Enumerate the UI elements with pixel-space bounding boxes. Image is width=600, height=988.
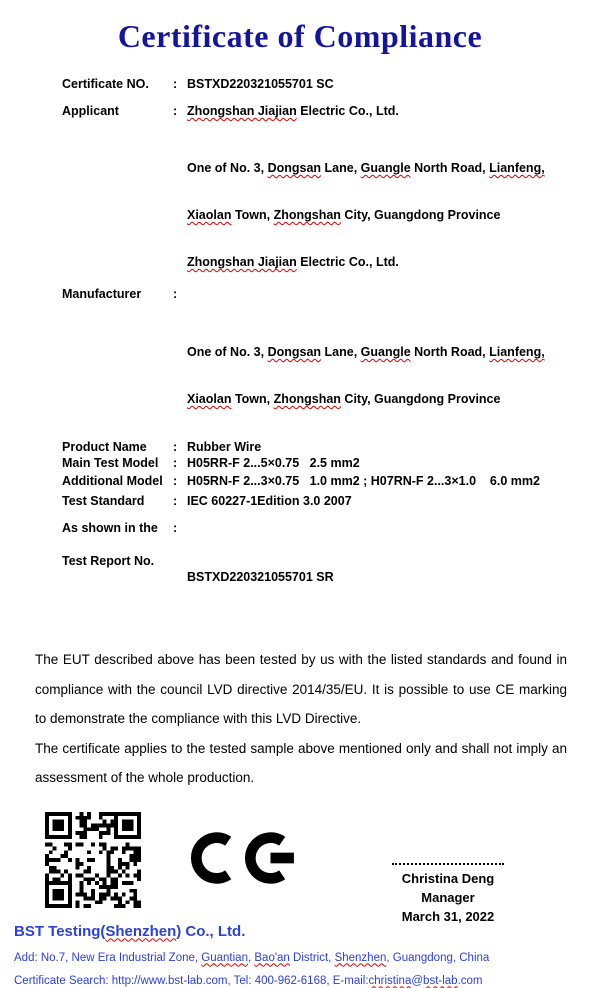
signature-area — [0, 807, 600, 923]
main-test-model-value: H05RR-F 2...5×0.75 2.5 mm2 — [187, 456, 360, 470]
test-standard-label: Test Standard — [62, 494, 145, 508]
test-report-no-value: BSTXD220321055701 SR — [187, 570, 334, 584]
additional-model-value: H05RN-F 2...3×0.75 1.0 mm2 ; H07RN-F 2...3×1.0 6.0 mm2 — [187, 474, 540, 488]
certificate-info-table — [0, 76, 600, 617]
footer-contact: Certificate Search: http://www.bst-lab.com, Tel: 400-962-6168, E-mail:christina@bst-lab.com — [14, 974, 483, 987]
colon-separator: : — [173, 494, 178, 508]
address-line-1: One of No. 3, Dongsan Lane, Guangle North Road, Lianfeng, — [187, 345, 545, 359]
scope-statement-paragraph: The certificate applies to the tested sample above mentioned only and shall not imply an assessment of the whole production. — [35, 740, 567, 785]
main-test-model-label: Main Test Model — [62, 456, 159, 470]
footer-company-name: BST Testing(Shenzhen) Co., Ltd. — [14, 922, 246, 940]
document-title: Certificate of Compliance — [117, 18, 483, 54]
manufacturer-address-repeat-row — [0, 313, 600, 439]
applicant-value: Zhongshan Jiajian Electric Co., Ltd. — [187, 104, 399, 118]
manufacturer-address-line-2: Xiaolan Town, Zhongshan City, Guangdong Province — [187, 208, 501, 222]
signature-dotted-line — [392, 857, 504, 865]
colon-separator: : — [173, 104, 178, 118]
colon-separator: : — [173, 440, 178, 454]
certificate-no-value: BSTXD220321055701 SC — [187, 77, 334, 91]
certificate-no-label: Certificate NO. — [62, 77, 149, 91]
colon-separator: : — [173, 77, 178, 91]
applicant-label: Applicant — [62, 104, 119, 118]
colon-separator: : — [173, 521, 178, 535]
address-block — [187, 313, 600, 439]
additional-model-label: Additional Model — [62, 474, 163, 488]
applicant-row — [0, 103, 600, 119]
manufacturer-label: Manufacturer — [62, 287, 142, 301]
test-report-label-line-1: As shown in the — [62, 521, 158, 535]
test-report-row — [0, 520, 600, 617]
product-name-value: Rubber Wire — [187, 440, 262, 454]
signatory-name: Christina Deng — [401, 870, 495, 886]
signatory-title: Manager — [421, 889, 475, 905]
colon-separator: : — [173, 456, 178, 470]
qr-code-icon — [45, 812, 141, 908]
additional-model-row — [0, 473, 600, 489]
test-standard-value: IEC 60227-1Edition 3.0 2007 — [187, 494, 352, 508]
ce-marking-icon — [190, 807, 298, 909]
manufacturer-row — [0, 129, 600, 302]
manufacturer-name: Zhongshan Jiajian Electric Co., Ltd. — [187, 255, 399, 269]
colon-separator: : — [173, 287, 178, 301]
test-report-label — [62, 520, 173, 617]
certificate-no-row — [0, 76, 600, 92]
statement-paragraphs — [0, 645, 600, 793]
test-report-value-cell — [187, 520, 600, 617]
address-line-2: Xiaolan Town, Zhongshan City, Guangdong Province — [187, 392, 501, 406]
test-report-label-line-2: Test Report No. — [62, 554, 155, 568]
product-name-label: Product Name — [62, 440, 147, 454]
signature-date: March 31, 2022 — [401, 908, 495, 924]
manufacturer-value — [187, 129, 600, 302]
main-test-model-row — [0, 455, 600, 471]
manufacturer-address-line-1: One of No. 3, Dongsan Lane, Guangle North Road, Lianfeng, — [187, 161, 545, 175]
product-name-row — [0, 439, 600, 455]
issuer-footer — [0, 923, 600, 988]
compliance-statement-paragraph: The EUT described above has been tested by us with the listed standards and found in compliance with the council LVD directive 2014/35/EU. It is possible to use CE marking to demonstrate the compliance with this LVD Directive. — [35, 652, 567, 726]
colon-separator: : — [173, 474, 178, 488]
footer-address: Add: No.7, New Era Industrial Zone, Guantian, Bao'an District, Shenzhen, Guangdong, China — [14, 951, 490, 964]
signature-block — [383, 857, 513, 926]
test-standard-row — [0, 493, 600, 509]
